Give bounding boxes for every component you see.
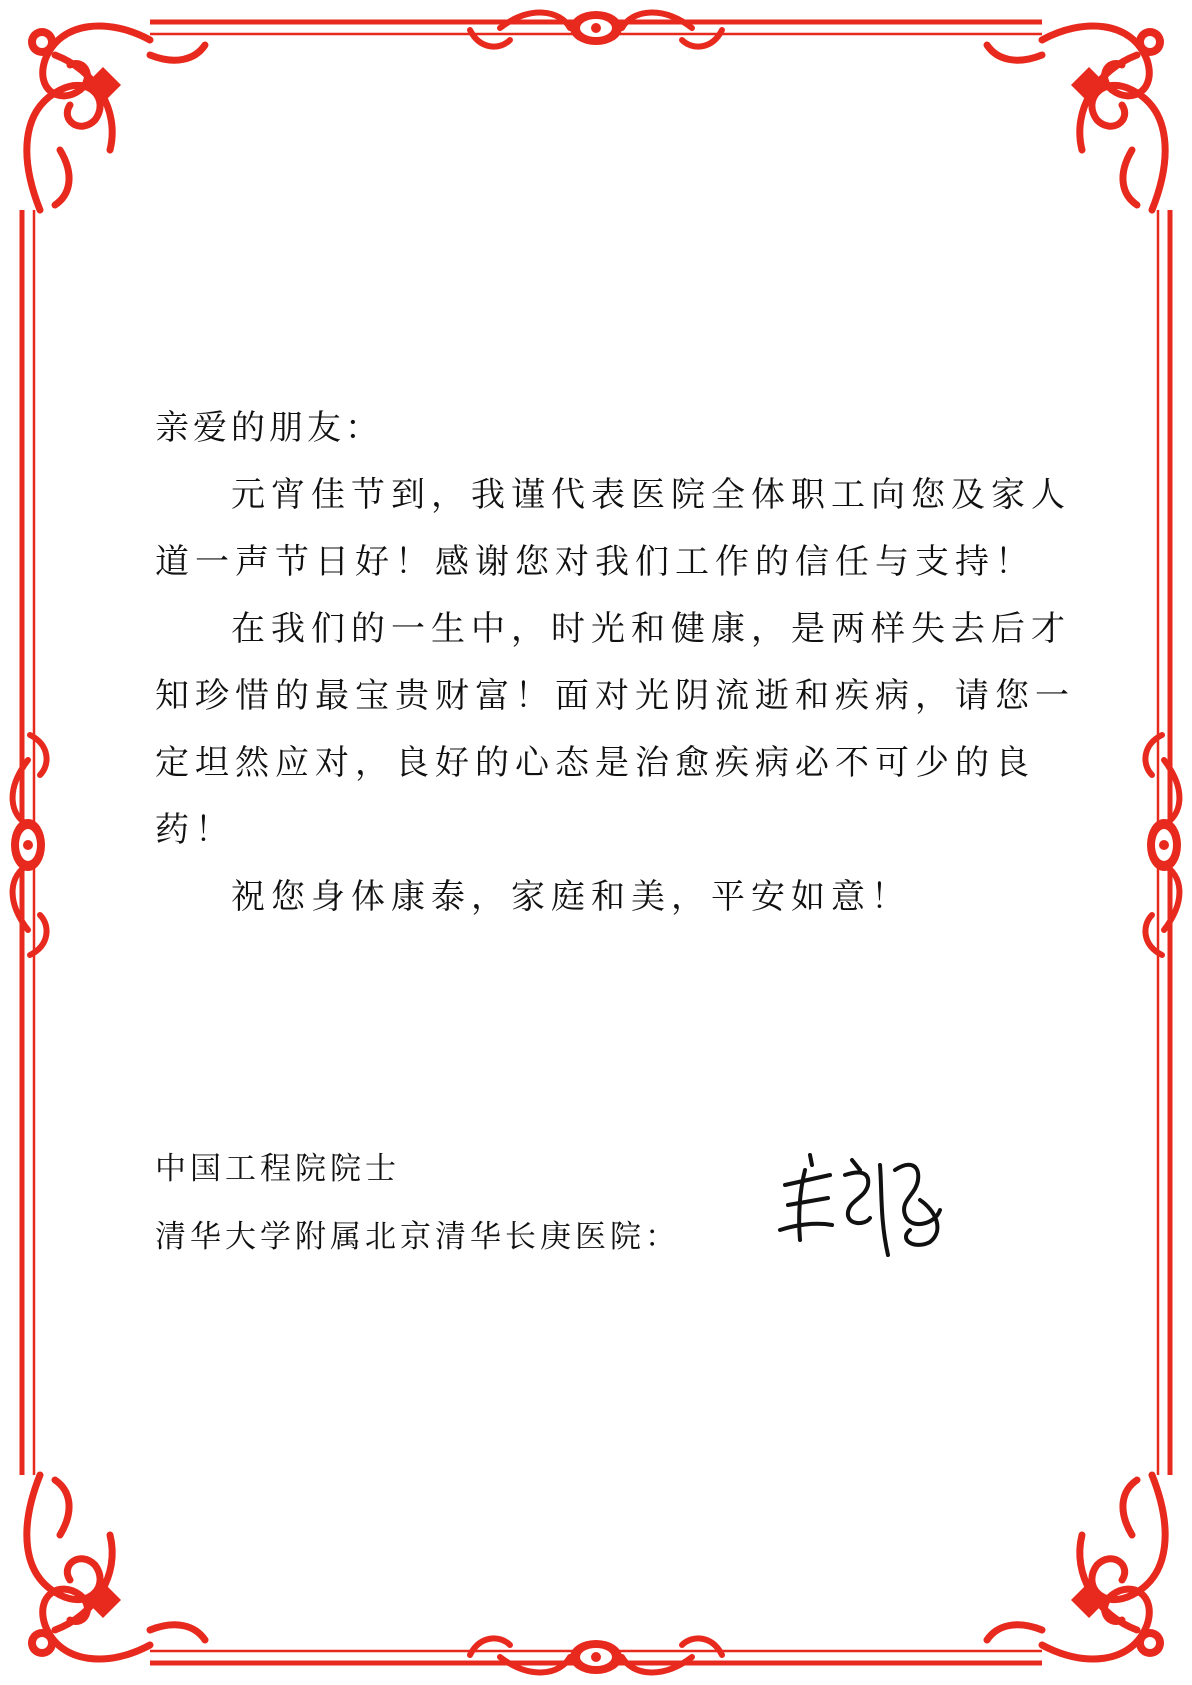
handwritten-signature [770,1130,970,1270]
corner-ornament-top-right-icon [987,26,1165,210]
corner-ornament-bottom-left-icon [27,1475,205,1659]
bottom-medallion-icon [470,1638,722,1674]
signature-block [155,1135,855,1271]
salutation: 亲爱的朋友： [155,408,383,448]
signer-affiliation: 清华大学附属北京清华长庚医院： [155,1219,680,1255]
signer-title: 中国工程院院士 [155,1151,400,1187]
paragraph-health: 在我们的一生中，时光和健康，是两样失去后才知珍惜的最宝贵财富！面对光阴流逝和疾病，请您一定坦然应对，良好的心态是治愈疾病必不可少的良药！ [155,609,1075,850]
letter-body [155,395,1085,931]
top-medallion-icon [470,11,722,47]
left-medallion-icon [11,735,47,955]
right-medallion-icon [1145,735,1181,955]
corner-ornament-bottom-right-icon [987,1475,1165,1659]
corner-ornament-top-left-icon [27,26,205,210]
paragraph-greeting: 元宵佳节到，我谨代表医院全体职工向您及家人道一声节日好！感谢您对我们工作的信任与支持！ [155,475,1071,582]
paragraph-wishes: 祝您身体康泰，家庭和美，平安如意！ [231,877,911,917]
